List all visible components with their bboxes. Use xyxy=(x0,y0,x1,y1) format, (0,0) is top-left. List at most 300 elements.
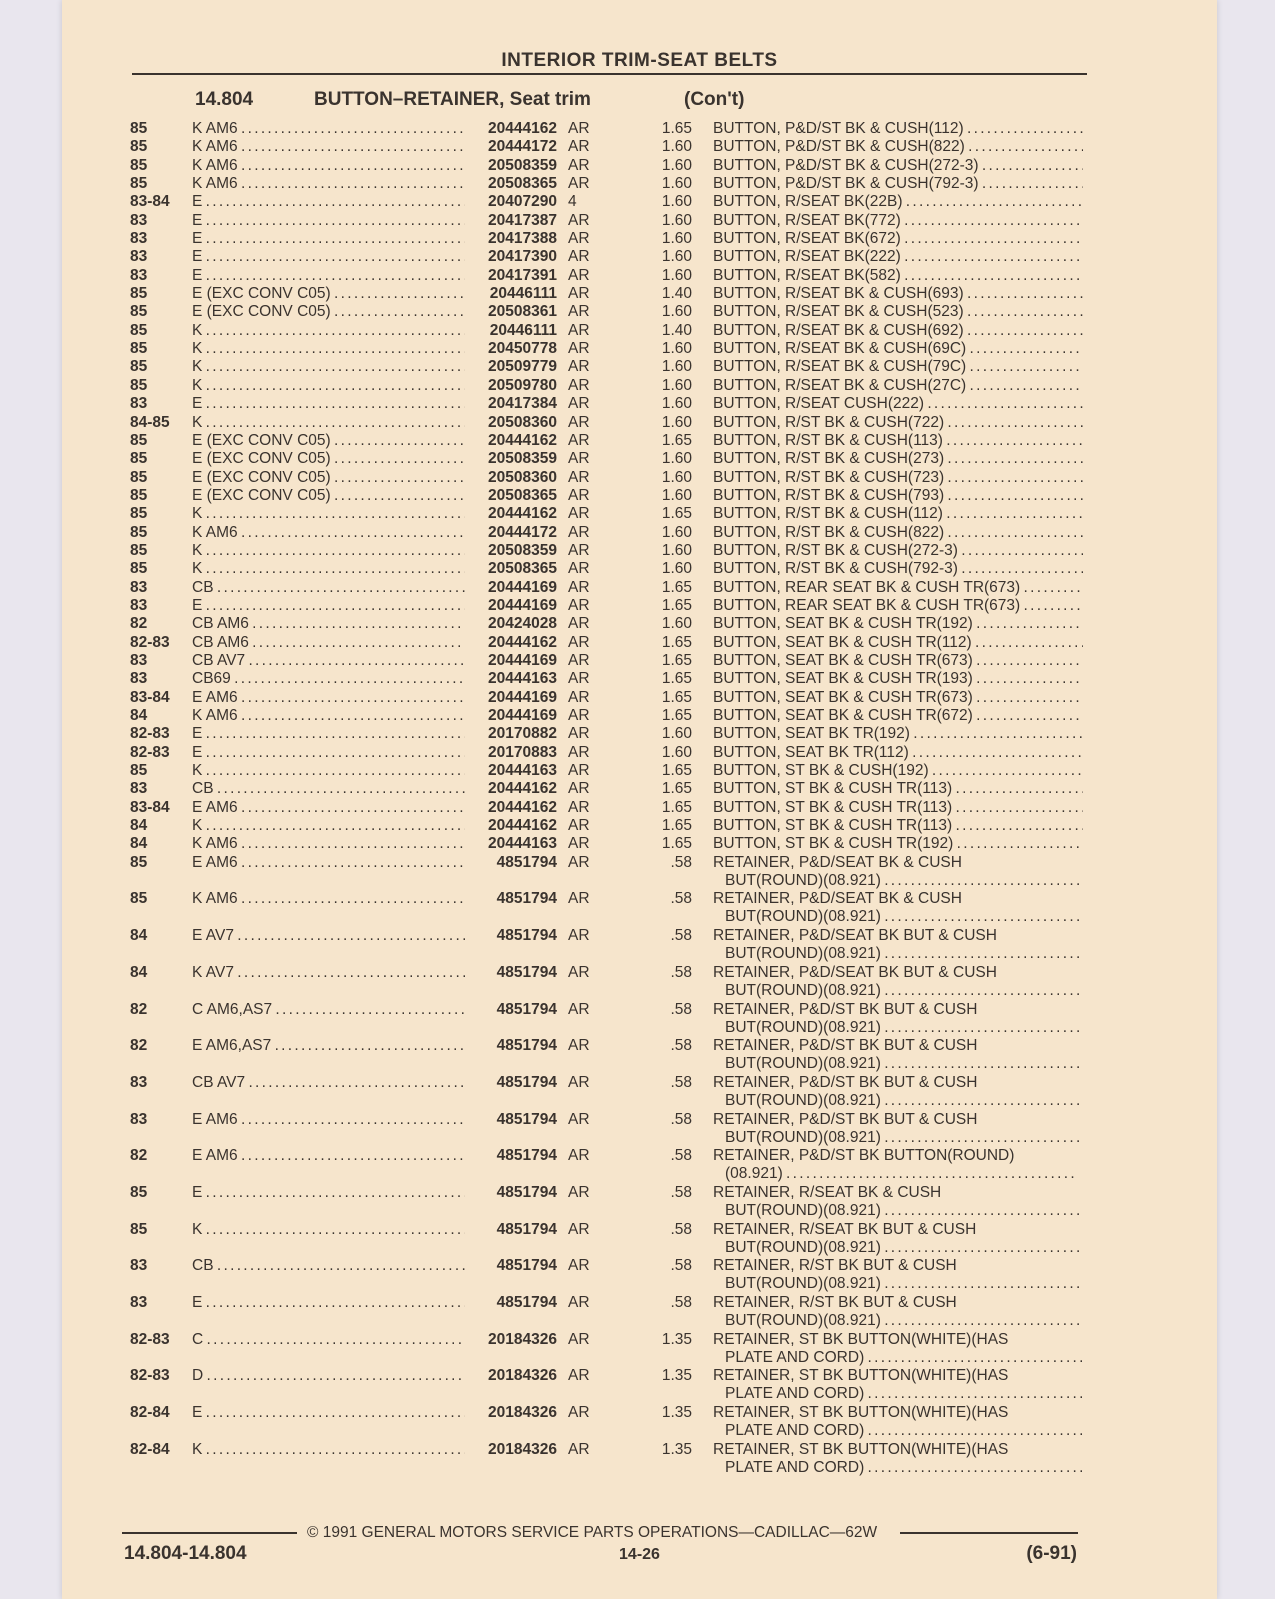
part-number-cell: 20508365 xyxy=(465,560,557,578)
quantity-cell: AR xyxy=(568,798,590,816)
price-cell: 1.65 xyxy=(661,633,692,651)
quantity-cell: AR xyxy=(568,211,590,229)
description-line: BUTTON, ST BK & CUSH TR(113) . . . xyxy=(713,799,1083,817)
description-cell xyxy=(713,560,1083,578)
model-cell: K AM6 . . . xyxy=(192,120,467,138)
year-cell: 85 xyxy=(130,762,148,780)
model-cell: K . . . xyxy=(192,762,467,780)
year-cell: 83 xyxy=(130,651,148,669)
price-cell: 1.65 xyxy=(661,707,692,724)
part-number-cell: 20444162 xyxy=(465,799,557,817)
model-cell: E . . . xyxy=(192,597,467,615)
part-number-cell: 20446111 xyxy=(465,322,557,340)
year-cell: 84 xyxy=(130,927,148,945)
quantity-cell: AR xyxy=(568,450,590,468)
table-row xyxy=(130,707,1090,725)
quantity-cell: AR xyxy=(568,707,590,724)
year-cell: 82 xyxy=(130,1037,148,1055)
part-number-cell: 20444163 xyxy=(465,670,557,688)
year-cell: 84-85 xyxy=(130,413,170,431)
model-cell: CB . . . xyxy=(192,1257,467,1275)
table-row xyxy=(130,524,1090,542)
table-row xyxy=(130,450,1090,468)
table-row xyxy=(130,303,1090,321)
quantity-cell: 4 xyxy=(568,193,577,211)
price-cell: 1.60 xyxy=(661,615,692,633)
description-continuation: PLATE AND CORD) . . . xyxy=(713,1459,1083,1477)
model-cell: E (EXC CONV C05) . . . xyxy=(192,303,467,321)
description-cell xyxy=(713,120,1083,138)
description-cell xyxy=(713,1001,1083,1037)
year-cell: 83-84 xyxy=(130,688,170,706)
description-line: RETAINER, R/SEAT BK & CUSH xyxy=(713,1183,942,1201)
description-cell xyxy=(713,505,1083,523)
year-cell: 82-83 xyxy=(130,743,170,761)
table-row xyxy=(130,744,1090,762)
part-number-cell: 4851794 xyxy=(465,1221,557,1239)
description-cell xyxy=(713,1111,1083,1147)
year-cell: 83 xyxy=(130,780,148,798)
description-line: RETAINER, P&D/ST BK BUT & CUSH xyxy=(713,1110,978,1128)
table-row xyxy=(130,469,1090,487)
quantity-cell: AR xyxy=(568,358,590,376)
model-cell: K . . . xyxy=(192,560,467,578)
quantity-cell: AR xyxy=(568,1220,590,1238)
part-number-cell: 20444162 xyxy=(465,432,557,450)
description-cell xyxy=(713,579,1083,597)
price-cell: 1.40 xyxy=(661,285,692,303)
price-cell: .58 xyxy=(670,1220,692,1238)
description-line: RETAINER, P&D/SEAT BK BUT & CUSH xyxy=(713,963,997,981)
model-cell: E (EXC CONV C05) . . . xyxy=(192,432,467,450)
description-cell xyxy=(713,487,1083,505)
model-cell: E . . . xyxy=(192,744,467,762)
table-row xyxy=(130,835,1090,853)
description-continuation: PLATE AND CORD) . . . xyxy=(713,1422,1083,1440)
description-cell xyxy=(713,1257,1083,1293)
quantity-cell: AR xyxy=(568,651,590,669)
quantity-cell: AR xyxy=(568,1037,590,1055)
footer-rule-right xyxy=(900,1532,1078,1534)
price-cell: 1.65 xyxy=(661,431,692,449)
description-line: BUTTON, R/ST BK & CUSH(272-3) . . . xyxy=(713,542,1083,560)
table-row xyxy=(130,799,1090,817)
quantity-cell: AR xyxy=(568,468,590,486)
table-row xyxy=(130,762,1090,780)
quantity-cell: AR xyxy=(568,1110,590,1128)
part-number-cell: 20509779 xyxy=(465,358,557,376)
price-cell: 1.65 xyxy=(661,817,692,835)
part-number-cell: 20508360 xyxy=(465,469,557,487)
price-cell: 1.65 xyxy=(661,120,692,137)
description-cell xyxy=(713,744,1083,762)
part-number-cell: 20444162 xyxy=(465,634,557,652)
part-number-cell: 20450778 xyxy=(465,340,557,358)
description-line: BUTTON, R/ST BK & CUSH(723) . . . xyxy=(713,469,1083,487)
table-row xyxy=(130,964,1090,1001)
description-line: BUTTON, R/ST BK & CUSH(793) . . . xyxy=(713,487,1083,505)
model-cell: K . . . xyxy=(192,817,467,835)
price-cell: .58 xyxy=(670,927,692,945)
description-line: RETAINER, R/SEAT BK BUT & CUSH xyxy=(713,1220,977,1238)
model-cell: K AV7 . . . xyxy=(192,964,467,982)
table-row xyxy=(130,193,1090,211)
table-row xyxy=(130,542,1090,560)
section-name: BUTTON–RETAINER, Seat trim xyxy=(314,89,591,110)
model-cell: K AM6 . . . xyxy=(192,157,467,175)
part-number-cell: 20417387 xyxy=(465,212,557,230)
quantity-cell: AR xyxy=(568,1147,590,1165)
table-row xyxy=(130,395,1090,413)
description-cell xyxy=(713,175,1083,193)
price-cell: .58 xyxy=(670,890,692,908)
price-cell: 1.35 xyxy=(661,1404,692,1422)
year-cell: 85 xyxy=(130,450,148,468)
description-cell xyxy=(713,340,1083,358)
year-cell: 85 xyxy=(130,1220,148,1238)
part-number-cell: 20509780 xyxy=(465,377,557,395)
price-cell: .58 xyxy=(670,1294,692,1311)
description-cell xyxy=(713,1294,1083,1330)
year-cell: 85 xyxy=(130,468,148,486)
year-cell: 83 xyxy=(130,211,148,229)
part-number-cell: 20444162 xyxy=(465,505,557,523)
quantity-cell: AR xyxy=(568,230,590,248)
description-cell xyxy=(713,707,1083,725)
price-cell: 1.60 xyxy=(661,266,692,284)
quantity-cell: AR xyxy=(568,505,590,523)
part-number-cell: 4851794 xyxy=(465,927,557,945)
part-number-cell: 20444162 xyxy=(465,817,557,835)
year-cell: 83 xyxy=(130,1294,148,1311)
price-cell: 1.60 xyxy=(661,468,692,486)
description-line: BUTTON, P&D/ST BK & CUSH(792-3) . . . xyxy=(713,175,1083,193)
model-cell: K . . . xyxy=(192,505,467,523)
table-row xyxy=(130,927,1090,964)
price-cell: 1.60 xyxy=(661,303,692,321)
model-cell: E AM6 . . . xyxy=(192,799,467,817)
table-row xyxy=(130,1184,1090,1221)
description-continuation: BUT(ROUND)(08.921) . . . xyxy=(713,1055,1083,1073)
price-cell: 1.65 xyxy=(661,688,692,706)
part-number-cell: 20417384 xyxy=(465,395,557,413)
table-row xyxy=(130,1294,1090,1331)
model-cell: CB69 . . . xyxy=(192,670,467,688)
year-cell: 85 xyxy=(130,303,148,321)
part-number-cell: 20184326 xyxy=(465,1441,557,1459)
price-cell: .58 xyxy=(670,1147,692,1165)
quantity-cell: AR xyxy=(568,1000,590,1018)
part-number-cell: 20508365 xyxy=(465,487,557,505)
table-row xyxy=(130,579,1090,597)
price-cell: 1.60 xyxy=(661,358,692,376)
quantity-cell: AR xyxy=(568,596,590,614)
part-number-cell: 20417388 xyxy=(465,230,557,248)
price-cell: 1.60 xyxy=(661,413,692,431)
footer-page-number: 14-26 xyxy=(619,1546,660,1563)
model-cell: K AM6 . . . xyxy=(192,707,467,725)
quantity-cell: AR xyxy=(568,725,590,743)
year-cell: 83 xyxy=(130,1073,148,1091)
table-row xyxy=(130,817,1090,835)
description-line: BUTTON, R/SEAT BK(582) . . . xyxy=(713,267,1083,285)
description-cell xyxy=(713,377,1083,395)
description-line: BUTTON, SEAT BK TR(112) . . . xyxy=(713,744,1083,762)
description-line: RETAINER, ST BK BUTTON(WHITE)(HAS xyxy=(713,1440,1009,1458)
year-cell: 83 xyxy=(130,670,148,688)
section-continued: (Con't) xyxy=(684,89,745,110)
table-row xyxy=(130,120,1090,138)
year-cell: 82-83 xyxy=(130,1330,170,1348)
quantity-cell: AR xyxy=(568,120,590,137)
price-cell: 1.60 xyxy=(661,523,692,541)
description-cell xyxy=(713,450,1083,468)
description-cell xyxy=(713,1184,1083,1220)
description-line: RETAINER, P&D/SEAT BK BUT & CUSH xyxy=(713,927,997,945)
description-line: RETAINER, ST BK BUTTON(WHITE)(HAS xyxy=(713,1330,1009,1348)
quantity-cell: AR xyxy=(568,1073,590,1091)
description-line: BUTTON, R/SEAT BK(222) . . . xyxy=(713,248,1083,266)
quantity-cell: AR xyxy=(568,413,590,431)
table-row xyxy=(130,505,1090,523)
year-cell: 85 xyxy=(130,321,148,339)
year-cell: 85 xyxy=(130,138,148,156)
description-line: BUTTON, R/SEAT BK(672) . . . xyxy=(713,230,1083,248)
model-cell: E AM6 . . . xyxy=(192,1111,467,1129)
description-cell xyxy=(713,157,1083,175)
price-cell: 1.40 xyxy=(661,321,692,339)
description-cell xyxy=(713,395,1083,413)
model-cell: E (EXC CONV C05) . . . xyxy=(192,285,467,303)
price-cell: 1.60 xyxy=(661,211,692,229)
model-cell: K AM6 . . . xyxy=(192,175,467,193)
quantity-cell: AR xyxy=(568,156,590,174)
part-number-cell: 4851794 xyxy=(465,1111,557,1129)
table-row xyxy=(130,780,1090,798)
model-cell: K . . . xyxy=(192,414,467,432)
description-cell xyxy=(713,964,1083,1000)
description-cell xyxy=(713,762,1083,780)
model-cell: K AM6 . . . xyxy=(192,890,467,908)
model-cell: K . . . xyxy=(192,542,467,560)
part-number-cell: 20444163 xyxy=(465,835,557,853)
year-cell: 83 xyxy=(130,578,148,596)
year-cell: 85 xyxy=(130,358,148,376)
description-line: BUTTON, ST BK & CUSH TR(113) . . . xyxy=(713,780,1083,798)
description-line: BUTTON, P&D/ST BK & CUSH(112) . . . xyxy=(713,120,1083,138)
description-cell xyxy=(713,689,1083,707)
table-row xyxy=(130,285,1090,303)
part-number-cell: 20508361 xyxy=(465,303,557,321)
price-cell: 1.65 xyxy=(661,596,692,614)
part-number-cell: 20424028 xyxy=(465,615,557,633)
price-cell: 1.65 xyxy=(661,798,692,816)
description-cell xyxy=(713,890,1083,926)
model-cell: C . . . xyxy=(192,1331,467,1349)
description-continuation: (08.921) . . . xyxy=(713,1165,1083,1183)
year-cell: 84 xyxy=(130,817,148,835)
price-cell: .58 xyxy=(670,1183,692,1201)
model-cell: K . . . xyxy=(192,1221,467,1239)
year-cell: 83-84 xyxy=(130,798,170,816)
year-cell: 85 xyxy=(130,120,148,137)
model-cell: CB AM6 . . . xyxy=(192,615,467,633)
description-line: BUTTON, R/SEAT BK & CUSH(523) . . . xyxy=(713,303,1083,321)
price-cell: .58 xyxy=(670,1110,692,1128)
description-continuation: PLATE AND CORD) . . . xyxy=(713,1349,1083,1367)
quantity-cell: AR xyxy=(568,853,590,871)
description-line: RETAINER, R/ST BK BUT & CUSH xyxy=(713,1257,957,1275)
table-row xyxy=(130,689,1090,707)
price-cell: 1.65 xyxy=(661,835,692,853)
description-cell xyxy=(713,817,1083,835)
table-row xyxy=(130,1331,1090,1368)
part-number-cell: 20508360 xyxy=(465,414,557,432)
year-cell: 85 xyxy=(130,156,148,174)
price-cell: 1.60 xyxy=(661,175,692,193)
description-cell xyxy=(713,469,1083,487)
model-cell: E . . . xyxy=(192,193,467,211)
quantity-cell: AR xyxy=(568,560,590,578)
description-continuation: PLATE AND CORD) . . . xyxy=(713,1385,1083,1403)
quantity-cell: AR xyxy=(568,340,590,358)
model-cell: E AM6 . . . xyxy=(192,854,467,872)
table-row xyxy=(130,1257,1090,1294)
part-number-cell: 20444172 xyxy=(465,138,557,156)
model-cell: CB AM6 . . . xyxy=(192,634,467,652)
quantity-cell: AR xyxy=(568,321,590,339)
price-cell: 1.65 xyxy=(661,670,692,688)
quantity-cell: AR xyxy=(568,633,590,651)
year-cell: 85 xyxy=(130,376,148,394)
table-row xyxy=(130,725,1090,743)
quantity-cell: AR xyxy=(568,395,590,413)
year-cell: 83 xyxy=(130,596,148,614)
description-line: BUTTON, SEAT BK TR(192) . . . xyxy=(713,725,1083,743)
description-line: BUTTON, R/ST BK & CUSH(113) . . . xyxy=(713,432,1083,450)
description-cell xyxy=(713,835,1083,853)
part-number-cell: 20444169 xyxy=(465,707,557,725)
table-row xyxy=(130,1074,1090,1111)
part-number-cell: 20508359 xyxy=(465,157,557,175)
table-row xyxy=(130,340,1090,358)
table-row xyxy=(130,1111,1090,1148)
description-line: BUTTON, ST BK & CUSH TR(192) . . . xyxy=(713,835,1083,853)
price-cell: 1.35 xyxy=(661,1330,692,1348)
description-line: BUTTON, R/SEAT BK & CUSH(693) . . . xyxy=(713,285,1083,303)
part-number-cell: 4851794 xyxy=(465,854,557,872)
part-number-cell: 20184326 xyxy=(465,1404,557,1422)
model-cell: D . . . xyxy=(192,1367,467,1385)
description-cell xyxy=(713,854,1083,890)
table-row xyxy=(130,560,1090,578)
model-cell: K . . . xyxy=(192,322,467,340)
price-cell: 1.65 xyxy=(661,578,692,596)
description-cell xyxy=(713,432,1083,450)
table-row xyxy=(130,670,1090,688)
description-cell xyxy=(713,670,1083,688)
quantity-cell: AR xyxy=(568,1294,590,1311)
part-number-cell: 4851794 xyxy=(465,1257,557,1275)
model-cell: E . . . xyxy=(192,1294,467,1312)
part-number-cell: 20446111 xyxy=(465,285,557,303)
description-continuation: BUT(ROUND)(08.921) . . . xyxy=(713,1129,1083,1147)
part-number-cell: 20184326 xyxy=(465,1367,557,1385)
year-cell: 82-84 xyxy=(130,1440,170,1458)
model-cell: K AM6 . . . xyxy=(192,835,467,853)
year-cell: 85 xyxy=(130,431,148,449)
model-cell: E AM6 . . . xyxy=(192,689,467,707)
description-cell xyxy=(713,414,1083,432)
description-continuation: BUT(ROUND)(08.921) . . . xyxy=(713,1019,1083,1037)
description-cell xyxy=(713,652,1083,670)
description-line: RETAINER, ST BK BUTTON(WHITE)(HAS xyxy=(713,1404,1009,1422)
parts-list xyxy=(130,120,1090,1477)
description-line: BUTTON, R/SEAT BK & CUSH(27C) . . . xyxy=(713,377,1083,395)
model-cell: E (EXC CONV C05) . . . xyxy=(192,469,467,487)
quantity-cell: AR xyxy=(568,1367,590,1385)
quantity-cell: AR xyxy=(568,303,590,321)
quantity-cell: AR xyxy=(568,1440,590,1458)
year-cell: 83 xyxy=(130,230,148,248)
year-cell: 83 xyxy=(130,395,148,413)
year-cell: 83 xyxy=(130,248,148,266)
quantity-cell: AR xyxy=(568,578,590,596)
description-cell xyxy=(713,927,1083,963)
part-number-cell: 20508359 xyxy=(465,450,557,468)
description-line: BUTTON, R/ST BK & CUSH(722) . . . xyxy=(713,414,1083,432)
year-cell: 83 xyxy=(130,1110,148,1128)
model-cell: E . . . xyxy=(192,1184,467,1202)
quantity-cell: AR xyxy=(568,285,590,303)
model-cell: CB . . . xyxy=(192,579,467,597)
part-number-cell: 20444172 xyxy=(465,524,557,542)
table-row xyxy=(130,175,1090,193)
description-cell xyxy=(713,193,1083,211)
part-number-cell: 20184326 xyxy=(465,1331,557,1349)
quantity-cell: AR xyxy=(568,835,590,853)
description-continuation: BUT(ROUND)(08.921) . . . xyxy=(713,1239,1083,1257)
description-cell xyxy=(713,1074,1083,1110)
table-row xyxy=(130,1367,1090,1404)
description-line: BUTTON, P&D/ST BK & CUSH(272-3) . . . xyxy=(713,157,1083,175)
description-cell xyxy=(713,1331,1083,1367)
model-cell: K . . . xyxy=(192,358,467,376)
year-cell: 82-83 xyxy=(130,725,170,743)
year-cell: 85 xyxy=(130,486,148,504)
footer-rule-left xyxy=(122,1532,297,1534)
quantity-cell: AR xyxy=(568,1257,590,1275)
model-cell: CB AV7 . . . xyxy=(192,1074,467,1092)
table-row xyxy=(130,597,1090,615)
year-cell: 85 xyxy=(130,340,148,358)
description-line: BUTTON, R/SEAT BK(772) . . . xyxy=(713,212,1083,230)
price-cell: 1.65 xyxy=(661,505,692,523)
quantity-cell: AR xyxy=(568,266,590,284)
year-cell: 85 xyxy=(130,541,148,559)
description-line: BUTTON, R/SEAT BK & CUSH(79C) . . . xyxy=(713,358,1083,376)
quantity-cell: AR xyxy=(568,670,590,688)
quantity-cell: AR xyxy=(568,963,590,981)
year-cell: 85 xyxy=(130,523,148,541)
model-cell: K . . . xyxy=(192,377,467,395)
catalog-page xyxy=(62,0,1217,1599)
quantity-cell: AR xyxy=(568,248,590,266)
table-row xyxy=(130,322,1090,340)
description-line: BUTTON, R/ST BK & CUSH(822) . . . xyxy=(713,524,1083,542)
part-number-cell: 20417390 xyxy=(465,248,557,266)
description-line: RETAINER, P&D/ST BK BUTTON(ROUND) xyxy=(713,1147,1015,1165)
